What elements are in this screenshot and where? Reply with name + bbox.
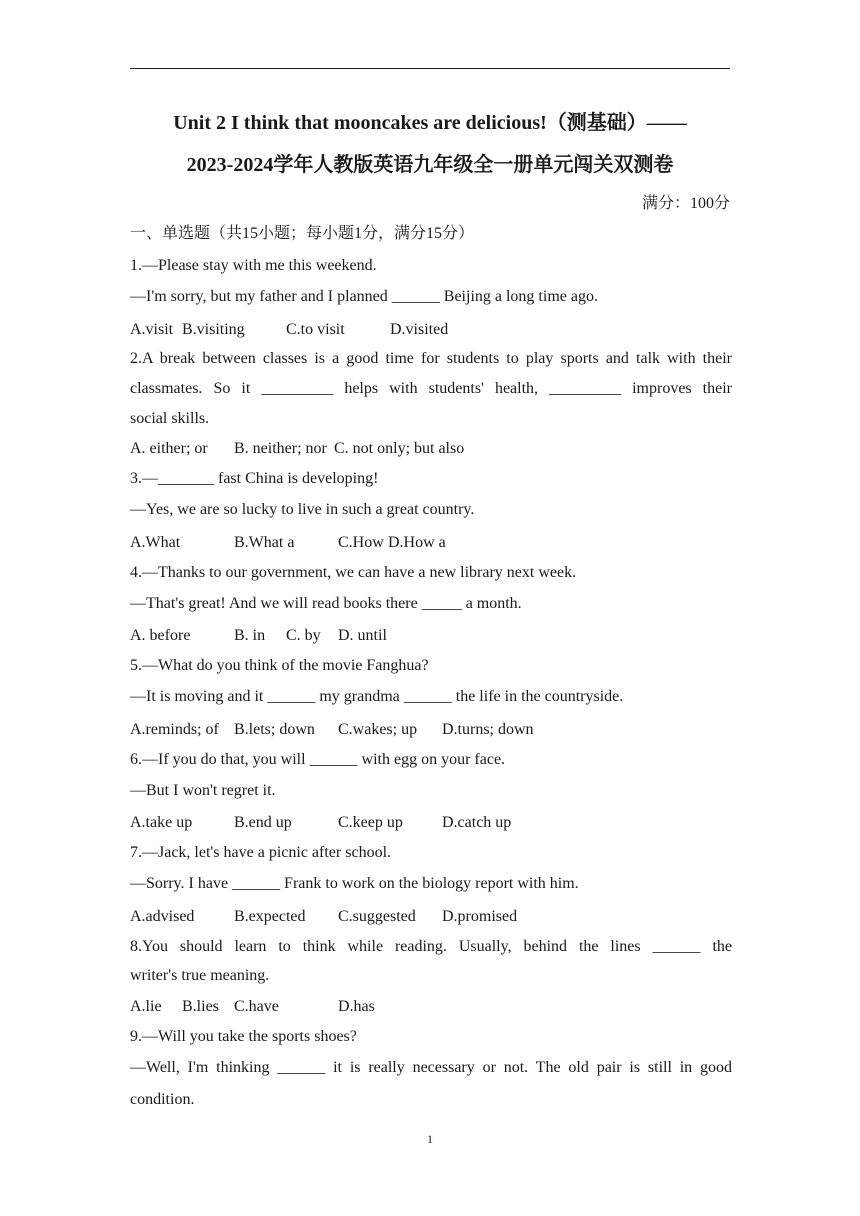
question-9-reply-end: condition. [130, 1091, 195, 1108]
question-2-stem-cont: classmates. So it _________ helps with students' health, _________ improves their [130, 380, 732, 397]
q2-option-a[interactable]: A. either; or [130, 440, 208, 457]
q8-option-c[interactable]: C.have [234, 998, 279, 1015]
question-1-reply: —I'm sorry, but my father and I planned ______ Beijing a long time ago. [130, 288, 598, 305]
q2-option-b[interactable]: B. neither; nor [234, 440, 327, 457]
question-4-stem: 4.—Thanks to our government, we can have a new library next week. [130, 564, 577, 581]
q1-option-c[interactable]: C.to visit [286, 321, 345, 338]
q7-option-a[interactable]: A.advised [130, 908, 195, 925]
q7-option-b[interactable]: B.expected [234, 908, 306, 925]
question-2-stem: 2.A break between classes is a good time for students to play sports and talk with their [130, 350, 732, 367]
q5-option-b[interactable]: B.lets; down [234, 721, 315, 738]
question-5-stem: 5.—What do you think of the movie Fanghua? [130, 657, 429, 674]
q5-option-c[interactable]: C.wakes; up [338, 721, 418, 738]
question-6-reply: —But I won't regret it. [130, 782, 276, 799]
q8-option-b[interactable]: B.lies [182, 998, 219, 1015]
section-heading: 一、单选题（共15小题；每小题1分，满分15分） [130, 225, 475, 242]
question-3-stem: 3.—_______ fast China is developing! [130, 470, 379, 487]
header-rule [130, 68, 730, 69]
question-1-stem: 1.—Please stay with me this weekend. [130, 257, 377, 274]
full-score: 满分：100分 [641, 195, 730, 212]
q4-option-d[interactable]: D. until [338, 627, 387, 644]
question-4-reply: —That's great! And we will read books there _____ a month. [130, 595, 522, 612]
q6-option-b[interactable]: B.end up [234, 814, 292, 831]
q2-option-c[interactable]: C. not only; but also [334, 440, 465, 457]
q6-option-d[interactable]: D.catch up [442, 814, 512, 831]
q8-option-a[interactable]: A.lie [130, 998, 162, 1015]
page-number: 1 [427, 1132, 433, 1146]
q6-option-c[interactable]: C.keep up [338, 814, 403, 831]
q4-option-b[interactable]: B. in [234, 627, 266, 644]
q1-option-b[interactable]: B.visiting [182, 321, 245, 338]
q3-option-a[interactable]: A.What [130, 534, 181, 551]
question-9-stem: 9.—Will you take the sports shoes? [130, 1028, 357, 1045]
q3-option-c[interactable]: C.How [338, 534, 384, 551]
question-5-reply: —It is moving and it ______ my grandma ______ the life in the countryside. [130, 688, 624, 705]
q7-option-d[interactable]: D.promised [442, 908, 518, 925]
page-subtitle: 2023-2024学年人教版英语九年级全一册单元闯关双测卷 [186, 154, 674, 176]
page-title: Unit 2 I think that mooncakes are delicious!（测基础）—— [173, 112, 687, 134]
question-6-stem: 6.—If you do that, you will ______ with egg on your face. [130, 751, 506, 768]
question-2-stem-end: social skills. [130, 410, 210, 427]
q5-option-d[interactable]: D.turns; down [442, 721, 534, 738]
question-7-reply: —Sorry. I have ______ Frank to work on the biology report with him. [130, 875, 579, 892]
q8-option-d[interactable]: D.has [338, 998, 375, 1015]
question-3-reply: —Yes, we are so lucky to live in such a great country. [130, 501, 475, 518]
q7-option-c[interactable]: C.suggested [338, 908, 416, 925]
q6-option-a[interactable]: A.take up [130, 814, 193, 831]
q4-option-c[interactable]: C. by [286, 627, 321, 644]
q3-option-b[interactable]: B.What a [234, 534, 295, 551]
q5-option-a[interactable]: A.reminds; of [130, 721, 219, 738]
q4-option-a[interactable]: A. before [130, 627, 191, 644]
question-8-stem: 8.You should learn to think while reading. Usually, behind the lines ______ the [130, 938, 732, 955]
q1-option-a[interactable]: A.visit [130, 321, 174, 338]
q3-option-d[interactable]: D.How a [388, 534, 446, 551]
question-8-stem-end: writer's true meaning. [130, 967, 270, 984]
question-7-stem: 7.—Jack, let's have a picnic after school. [130, 844, 392, 861]
q1-option-d[interactable]: D.visited [390, 321, 449, 338]
question-9-reply: —Well, I'm thinking ______ it is really necessary or not. The old pair is still in good [130, 1059, 732, 1076]
